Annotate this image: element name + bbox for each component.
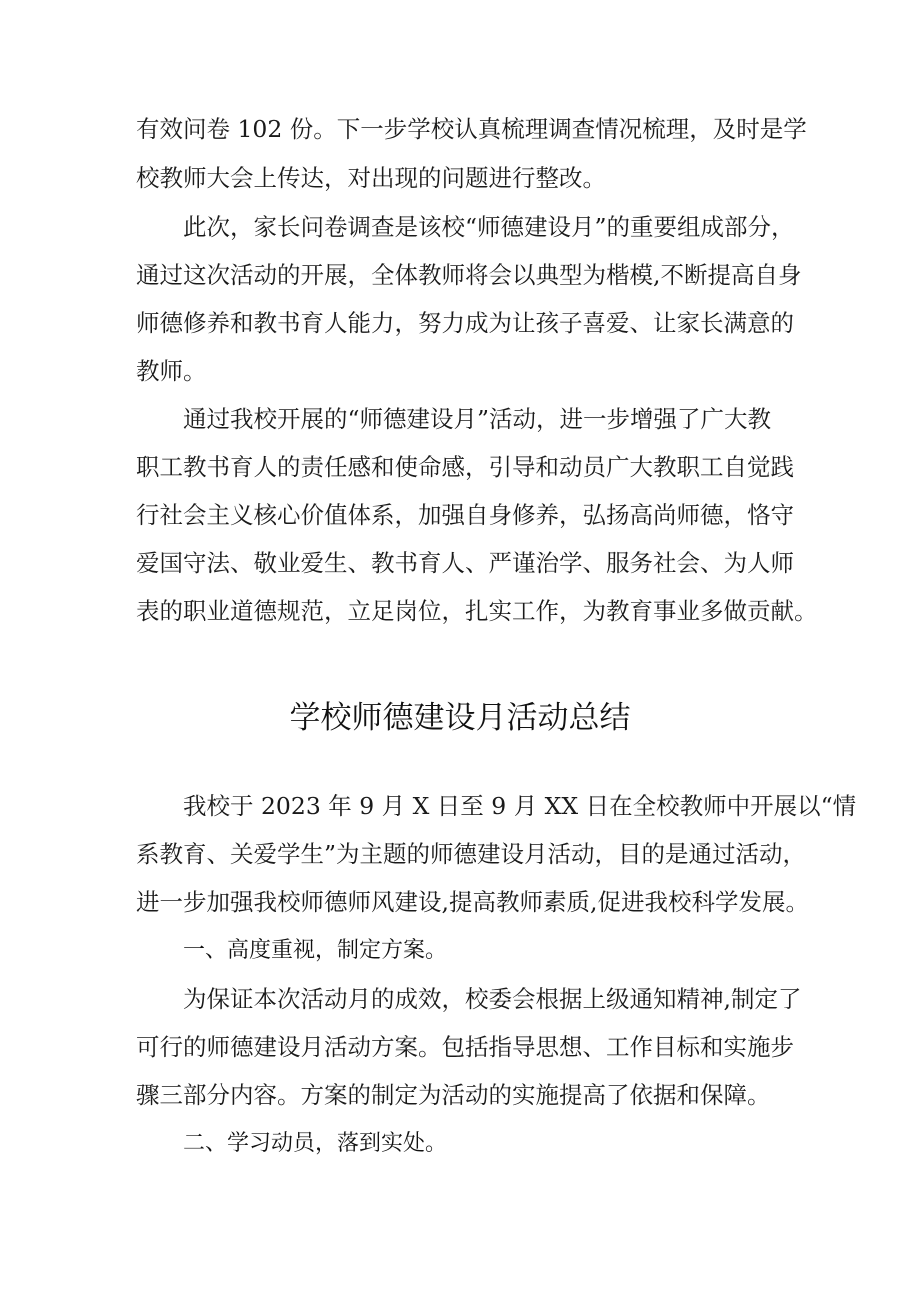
paragraph-line: 有效问卷 102 份。下一步学校认真梳理调查情况梳理，及时是学 — [136, 115, 807, 143]
paragraph-line: 进一步加强我校师德师风建设,提高教师素质,促进我校科学发展。 — [136, 888, 809, 916]
paragraph-line: 此次，家长问卷调查是该校“师德建设月”的重要组成部分， — [183, 213, 795, 241]
paragraph-line: 通过这次活动的开展，全体教师将会以典型为楷模,不断提高自身 — [136, 261, 802, 289]
paragraph-line: 系教育、关爱学生”为主题的师德建设月活动，目的是通过活动， — [136, 840, 807, 868]
paragraph-line: 校教师大会上传达，对出现的问题进行整改。 — [136, 164, 606, 192]
paragraph-line: 师德修养和教书育人能力，努力成为让孩子喜爱、让家长满意的 — [136, 309, 794, 337]
section-heading: 一、高度重视，制定方案。 — [183, 938, 448, 963]
paragraph-line: 行社会主义核心价值体系，加强自身修养，弘扬高尚师德，恪守 — [136, 501, 794, 529]
paragraph-line: 通过我校开展的“师德建设月”活动，进一步增强了广大教 — [183, 405, 772, 433]
paragraph-line: 表的职业道德规范，立足岗位，扎实工作，为教育事业多做贡献。 — [136, 597, 818, 625]
section-heading: 二、学习动员，落到实处。 — [183, 1131, 448, 1156]
paragraph-line: 可行的师德建设月活动方案。包括指导思想、工作目标和实施步 — [136, 1033, 794, 1061]
paragraph-line: 我校于 2023 年 9 月 X 日至 9 月 XX 日在全校教师中开展以“情 — [183, 792, 857, 820]
paragraph-line: 爱国守法、敬业爱生、教书育人、严谨治学、服务社会、为人师 — [136, 549, 794, 577]
document-title: 学校师德建设月活动总结 — [289, 700, 631, 736]
paragraph-line: 为保证本次活动月的成效，校委会根据上级通知精神,制定了 — [183, 985, 802, 1013]
paragraph-line: 骤三部分内容。方案的制定为活动的实施提高了依据和保障。 — [136, 1081, 771, 1109]
paragraph-line: 职工教书育人的责任感和使命感，引导和动员广大教职工自觉践 — [136, 453, 794, 481]
paragraph-line: 教师。 — [136, 357, 207, 385]
